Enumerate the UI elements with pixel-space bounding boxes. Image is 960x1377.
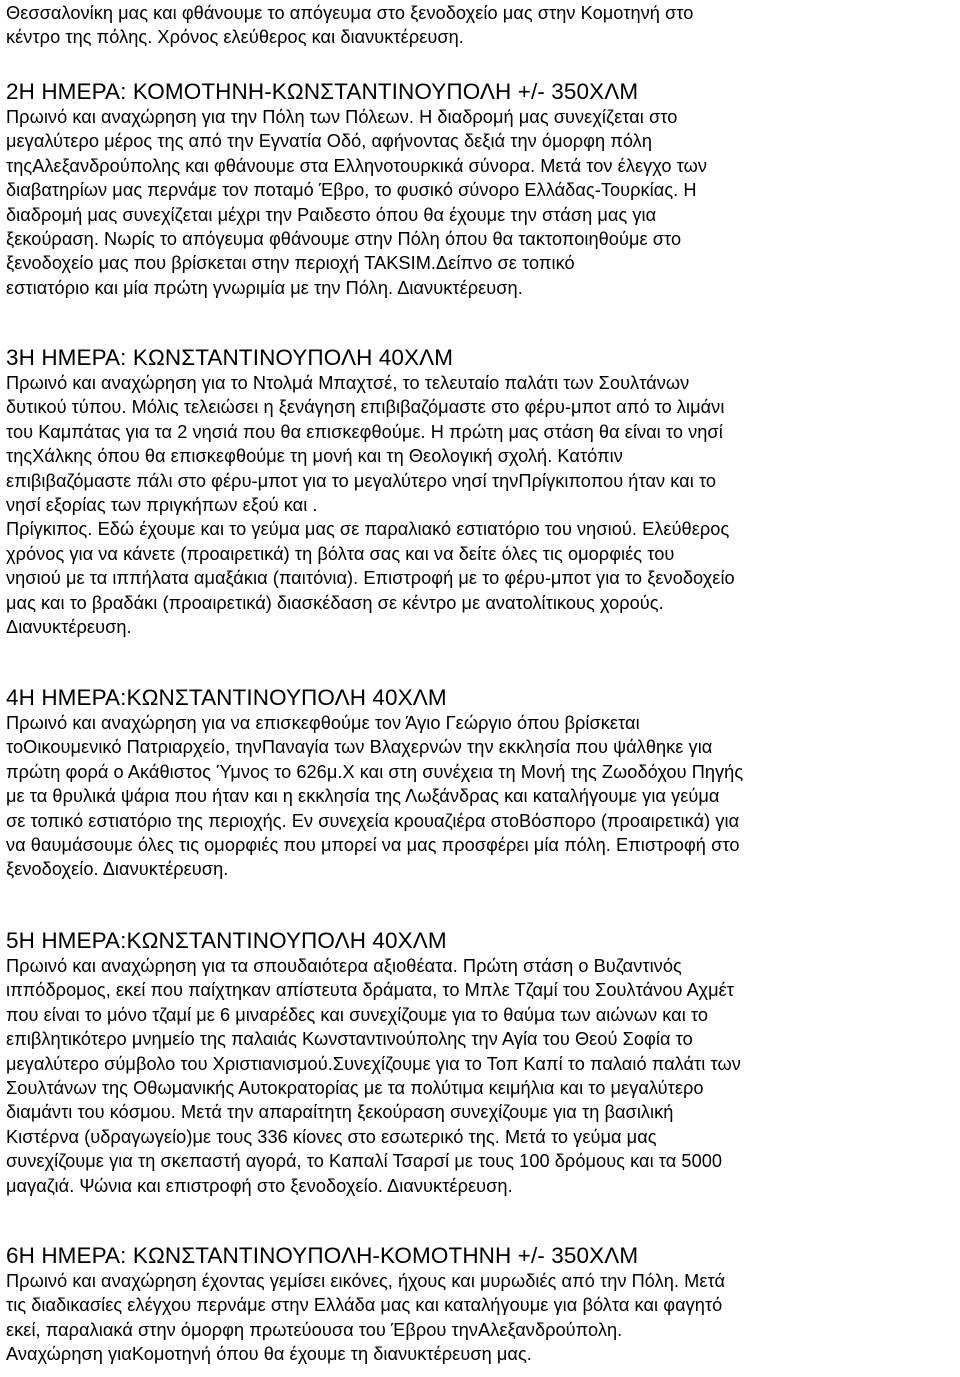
day-text-line: πρώτη φορά ο Ακάθιστος Ύμνος το 626μ.Χ και στη συνέχεια τη Μονή της Ζωοδόχου Πηγής (6, 761, 744, 782)
day-text-line: ξενοδοχείο. Διανυκτέρευση. (6, 859, 229, 880)
day-text-line: ξενοδοχείο μας που βρίσκεται στην περιοχή TAKSIM.Δείπνο σε τοπικό (6, 253, 575, 274)
day-text-line: εκεί, παραλιακά στην όμορφη πρωτεύουσα του Έβρου τηνΑλεξανδρούπολη. (6, 1319, 623, 1340)
day-text-line: νησί εξορίας των πριγκήπων εξού και . (6, 494, 318, 515)
day-heading: 4Η ΗΜΕΡΑ:ΚΩΝΣΤΑΝΤΙΝΟΥΠΟΛΗ 40ΧΛΜ (6, 685, 447, 710)
day-text-line: μαγαζιά. Ψώνια και επιστροφή στο ξενοδοχείο. Διανυκτέρευση. (6, 1175, 513, 1196)
day-4-section (6, 685, 954, 882)
day-text-line: Διανυκτέρευση. (6, 616, 132, 637)
day-heading: 3Η ΗΜΕΡΑ: ΚΩΝΣΤΑΝΤΙΝΟΥΠΟΛΗ 40ΧΛΜ (6, 345, 454, 370)
day-text-line: διαδρομή μας συνεχίζεται μέχρι την Ραιδεστο όπου θα έχουμε την στάση μας για (6, 204, 657, 225)
day-text-line: Αναχώρηση γιαΚομοτηνή όπου θα έχουμε τη διανυκτέρευση μας. (6, 1344, 532, 1365)
day-2-section (6, 79, 954, 300)
day-text-line: διαβατηρίων μας περνάμε τον ποταμό Έβρο, το φυσικό σύνορο Ελλάδας-Τουρκίας. Η (6, 180, 697, 201)
day-text-line: σε τοπικό εστιατόριο της περιοχής. Εν συνεχεία κρουαζιέρα στοΒόσπορο (προαιρετικά) για (6, 810, 740, 831)
day-text-line: ξεκούραση. Νωρίς το απόγευμα φθάνουμε στην Πόλη όπου θα τακτοποιηθούμε στο (6, 228, 682, 249)
intro-line: κέντρο της πόλης. Χρόνος ελεύθερος και διανυκτέρευση. (6, 27, 464, 48)
intro-line: Θεσσαλονίκη μας και φθάνουμε το απόγευμα στο ξενοδοχείο μας στην Κομοτηνή στο (6, 3, 694, 23)
day-text-line: τηςΑλεξανδρούπολης και φθάνουμε στα Ελληνοτουρκικά σύνορα. Μετά τον έλεγχο των (6, 155, 708, 176)
day-text-line: με τα θρυλικά ψάρια που ήταν και η εκκλησία της Λωξάνδρας και καταλήγουμε για γεύμα (6, 786, 720, 807)
day-text-line: συνεχίζουμε για τη σκεπαστή αγορά, το Καπαλί Τσαρσί με τους 100 δρόμους και τα 5000 (6, 1151, 723, 1172)
day-text-line: Κιστέρνα (υδραγωγείο)με τους 336 κίονες στο εσωτερικό της. Μετά το γεύμα μας (6, 1126, 657, 1147)
intro-paragraph (6, 1, 954, 50)
day-text-line: Πρωινό και αναχώρηση έχοντας γεμίσει εικόνες, ήχους και μυρωδιές από την Πόλη. Μετά (6, 1271, 726, 1291)
day-text-line: Πρωινό και αναχώρηση για τα σπουδαιότερα αξιοθέατα. Πρώτη στάση ο Βυζαντινός (6, 956, 682, 976)
day-text-line: που είναι το μόνο τζαμί με 6 μιναρέδες και συνεχίζουμε για το θαύμα των αιώνων και το (6, 1004, 709, 1025)
day-6-section (6, 1243, 954, 1367)
day-text-line: τοΟικουμενικό Πατριαρχείο, τηνΠαναγία των Βλαχερνών την εκκλησία που ψάλθηκε για (6, 737, 713, 758)
day-text-line: επιβλητικότερο μνημείο της παλαιάς Κωνσταντινούπολης την Αγία του Θεού Σοφία το (6, 1029, 693, 1050)
day-text-line: Πρίγκιπος. Εδώ έχουμε και το γεύμα μας σε παραλιακό εστιατόριο του νησιού. Ελεύθερος (6, 519, 730, 540)
day-text-line: ιππόδρομος, εκεί που παίχτηκαν απίστευτα δράματα, το Μπλε Τζαμί του Σουλτάνου Αχμέτ (6, 980, 734, 1001)
day-text-line: του Καμπάτας για τα 2 νησιά που θα επισκεφθούμε. Η πρώτη μας στάση θα είναι το νησί (6, 421, 723, 442)
day-3-section (6, 345, 954, 639)
day-heading: 6Η ΗΜΕΡΑ: ΚΩΝΣΤΑΝΤΙΝΟΥΠΟΛΗ-ΚΟΜΟΤΗΝΗ +/- 350ΧΛΜ (6, 1243, 639, 1268)
day-text-line: δυτικού τύπου. Μόλις τελειώσει η ξενάγηση επιβιβαζόμαστε στο φέρυ-μποτ από το λιμάνι (6, 397, 725, 418)
day-text-line: Πρωινό και αναχώρηση για την Πόλη των Πόλεων. Η διαδρομή μας συνεχίζεται στο (6, 107, 678, 127)
day-text-line: νησιού με τα ιππήλατα αμαξάκια (παιτόνια). Επιστροφή με το φέρυ-μποτ για το ξενοδοχείο (6, 568, 735, 589)
day-text-line: Σουλτάνων της Οθωμανικής Αυτοκρατορίας με τα πολύτιμα κειμήλια και το μεγαλύτερο (6, 1077, 704, 1098)
day-text-line: επιβιβαζόμαστε πάλι στο φέρυ-μποτ για το μεγαλύτερο νησί τηνΠρίγκιποπου ήταν και το (6, 470, 717, 491)
day-text-line: διαμάντι του κόσμου. Μετά την απαραίτητη ξεκούραση συνεχίζουμε για τη βασιλική (6, 1102, 674, 1123)
day-5-section (6, 928, 954, 1198)
day-text-line: μεγαλύτερο μέρος της από την Εγνατία Οδό, αφήνοντας δεξιά την όμορφη πόλη (6, 131, 652, 152)
day-text-line: μεγαλύτερο σύμβολο του Χριστιανισμού.Συνεχίζουμε για το Τοπ Καπί το παλαιό παλάτι των (6, 1053, 741, 1074)
day-heading: 2Η ΗΜΕΡΑ: ΚΟΜΟΤΗΝΗ-ΚΩΝΣΤΑΝΤΙΝΟΥΠΟΛΗ +/- 350ΧΛΜ (6, 79, 639, 104)
day-text-line: χρόνος για να κάνετε (προαιρετικά) τη βόλτα σας και να δείτε όλες τις ομορφιές του (6, 543, 675, 564)
day-text-line: να θαυμάσουμε όλες τις ομορφιές που μπορεί να μας προσφέρει μία πόλη. Επιστροφή στο (6, 834, 740, 855)
day-text-line: τηςΧάλκης όπου θα επισκεφθούμε τη μονή και τη Θεολογική σχολή. Κατόπιν (6, 446, 623, 467)
day-text-line: τις διαδικασίες ελέγχου περνάμε στην Ελλάδα μας και καταλήγουμε για βόλτα και φαγητό (6, 1295, 723, 1316)
day-text-line: εστιατόριο και μία πρώτη γνωριμία με την Πόλη. Διανυκτέρευση. (6, 277, 523, 298)
day-text-line: μας και το βραδάκι (προαιρετικά) διασκέδαση σε κέντρο με ανατολίτικους χορούς. (6, 592, 664, 613)
day-text-line: Πρωινό και αναχώρηση για το Ντολμά Μπαχτσέ, το τελευταίο παλάτι των Σουλτάνων (6, 373, 690, 393)
day-text-line: Πρωινό και αναχώρηση για να επισκεφθούμε τον Άγιο Γεώργιο όπου βρίσκεται (6, 713, 640, 733)
day-heading: 5Η ΗΜΕΡΑ:ΚΩΝΣΤΑΝΤΙΝΟΥΠΟΛΗ 40ΧΛΜ (6, 928, 447, 953)
